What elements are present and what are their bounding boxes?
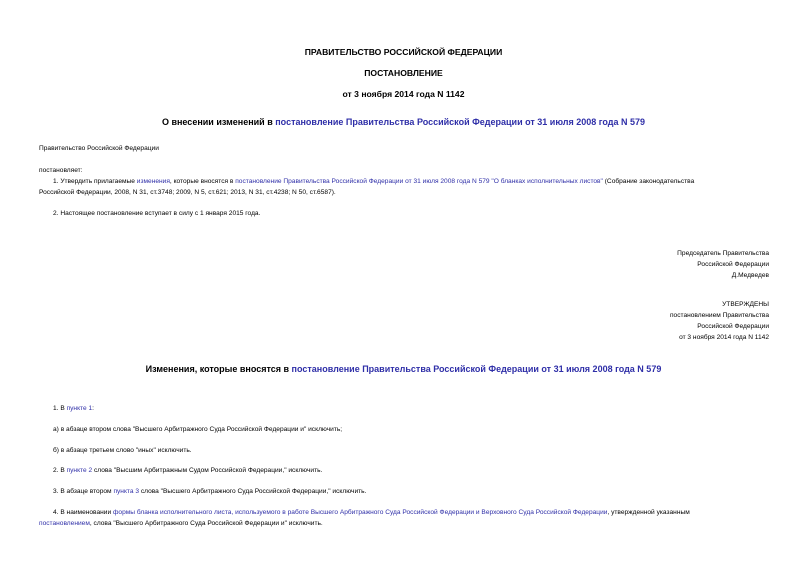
signature-position: Председатель Правительства: [677, 250, 769, 257]
change-4-line-2: [39, 518, 769, 529]
signature-block: [560, 248, 769, 281]
item-1-text-2: , которые вносятся в: [169, 178, 236, 185]
item-1: [39, 176, 769, 198]
document-type: ПОСТАНОВЛЕНИЕ: [364, 68, 443, 78]
changes-title: [0, 364, 807, 374]
item-1-line-1: [39, 176, 769, 187]
change-3: [53, 486, 366, 497]
issuer-text: Правительство Российской Федерации: [39, 145, 159, 152]
change-2: [53, 465, 322, 476]
changes-title-link[interactable]: постановление Правительства Российской Федерации от 31 июля 2008 года N 579: [291, 364, 662, 374]
change-4-form-link[interactable]: формы бланка исполнительного листа, используемого в работе Высшего Арбитражного Суда Российской Федерации и Верховного Суда Российской Федерации: [113, 509, 608, 516]
signature-name: Д.Медведев: [731, 272, 769, 279]
document-title: [0, 117, 807, 127]
change-4-mid: , утвержденной указанным: [607, 509, 690, 516]
change-3-suffix: слова "Высшего Арбитражного Суда Российской Федерации," исключить.: [139, 488, 367, 495]
change-4: [39, 507, 769, 529]
title-prefix: О внесении изменений в: [161, 117, 276, 127]
changes-title-prefix: Изменения, которые вносятся в: [145, 364, 292, 374]
document-date: от 3 ноября 2014 года N 1142: [342, 89, 465, 99]
change-2-link[interactable]: пункте 2: [66, 467, 93, 474]
change-3-prefix: 3. В абзаце втором: [53, 488, 114, 495]
item-1-line-2: Российской Федерации, 2008, N 31, ст.3748; 2009, N 5, ст.621; 2013, N 31, ст.4238; N 50, ст.6587).: [39, 189, 336, 196]
item-2: 2. Настоящее постановление вступает в силу с 1 января 2015 года.: [53, 210, 261, 217]
decrees-text: постановляет:: [39, 167, 83, 174]
approved-org: Российской Федерации: [697, 323, 769, 330]
change-2-prefix: 2. В: [53, 467, 67, 474]
change-1a: а) в абзаце втором слова "Высшего Арбитражного Суда Российской Федерации и" исключить;: [53, 426, 343, 433]
change-1-link[interactable]: пункте 1: [66, 405, 93, 412]
change-1-suffix: :: [92, 405, 94, 412]
change-4-line-1: [39, 507, 769, 518]
change-2-suffix: слова "Высшим Арбитражным Судом Российской Федерации," исключить.: [92, 467, 323, 474]
signature-org: Российской Федерации: [697, 261, 769, 268]
change-1-prefix: 1. В: [53, 405, 67, 412]
change-1: [53, 403, 94, 414]
item-1-text-1: 1. Утвердить прилагаемые: [53, 178, 137, 185]
item-1-changes-link[interactable]: изменения: [136, 178, 170, 185]
change-1b: б) в абзаце третьем слово "иных" исключить.: [53, 447, 192, 454]
change-3-link[interactable]: пункта 3: [113, 488, 140, 495]
change-4-decree-link[interactable]: постановлением: [39, 520, 90, 527]
government-header: ПРАВИТЕЛЬСТВО РОССИЙСКОЙ ФЕДЕРАЦИИ: [304, 47, 503, 57]
item-1-text-3: (Собрание законодательства: [602, 178, 695, 185]
change-4-prefix: 4. В наименовании: [53, 509, 113, 516]
change-4-suffix: , слова "Высшего Арбитражного Суда Российской Федерации и" исключить.: [89, 520, 323, 527]
approved-block: [560, 299, 769, 343]
approved-date: от 3 ноября 2014 года N 1142: [679, 334, 769, 341]
approved-by: постановлением Правительства: [669, 312, 769, 319]
approved-heading: УТВЕРЖДЕНЫ: [722, 301, 769, 308]
item-1-decree-link[interactable]: постановление Правительства Российской Федерации от 31 июля 2008 года N 579 "О бланках исполнительных листов": [235, 178, 603, 185]
title-link[interactable]: постановление Правительства Российской Федерации от 31 июля 2008 года N 579: [275, 117, 646, 127]
